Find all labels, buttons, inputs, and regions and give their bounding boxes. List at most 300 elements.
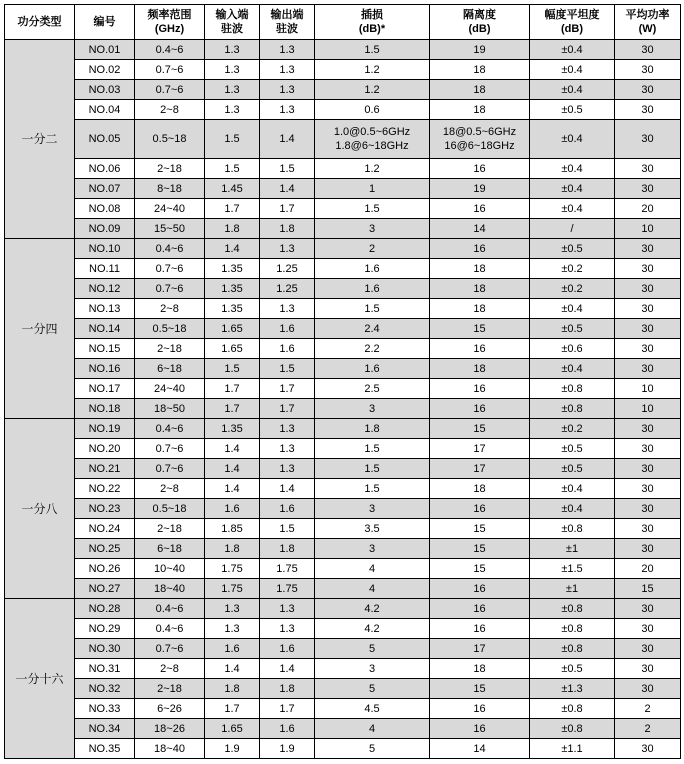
input-vswr-cell: 1.9 (205, 739, 260, 759)
input-vswr-cell: 1.35 (205, 419, 260, 439)
input-vswr-cell: 1.3 (205, 60, 260, 80)
input-vswr-cell: 1.6 (205, 499, 260, 519)
power-cell: 30 (615, 479, 681, 499)
model-cell: NO.14 (75, 319, 135, 339)
table-row (5, 279, 681, 299)
isolation-cell (430, 120, 530, 159)
table-row (5, 319, 681, 339)
input-vswr-cell: 1.8 (205, 219, 260, 239)
input-vswr-cell: 1.4 (205, 439, 260, 459)
power-cell: 30 (615, 419, 681, 439)
input-vswr-cell: 1.3 (205, 80, 260, 100)
flatness-cell: ±0.5 (530, 319, 615, 339)
flatness-cell: ±0.8 (530, 599, 615, 619)
isolation-cell: 19 (430, 179, 530, 199)
isolation-cell: 15 (430, 539, 530, 559)
model-cell: NO.32 (75, 679, 135, 699)
flatness-cell: ±0.4 (530, 499, 615, 519)
input-vswr-cell: 1.8 (205, 539, 260, 559)
isolation-cell: 19 (430, 40, 530, 60)
power-cell: 30 (615, 659, 681, 679)
insertion-loss-cell: 5 (315, 679, 430, 699)
input-vswr-cell: 1.35 (205, 279, 260, 299)
flatness-cell: ±0.5 (530, 459, 615, 479)
insertion-loss-line: 1.8@6~18GHz (335, 140, 409, 152)
isolation-cell: 16 (430, 619, 530, 639)
isolation-cell: 16 (430, 579, 530, 599)
group-type-cell: 一分二 (5, 40, 75, 239)
header-insertion-loss: 插损 (dB)* (315, 5, 430, 40)
frequency-cell: 18~40 (135, 579, 205, 599)
header-isolation: 隔离度 (dB) (430, 5, 530, 40)
flatness-cell: ±0.2 (530, 259, 615, 279)
model-cell: NO.18 (75, 399, 135, 419)
output-vswr-cell: 1.75 (260, 559, 315, 579)
flatness-cell: ±0.8 (530, 719, 615, 739)
isolation-cell: 18 (430, 279, 530, 299)
output-vswr-cell: 1.3 (260, 619, 315, 639)
model-cell: NO.12 (75, 279, 135, 299)
input-vswr-cell: 1.5 (205, 159, 260, 179)
insertion-loss-cell: 1.2 (315, 159, 430, 179)
output-vswr-cell: 1.7 (260, 379, 315, 399)
table-row (5, 559, 681, 579)
isolation-cell: 16 (430, 379, 530, 399)
frequency-cell: 6~26 (135, 699, 205, 719)
input-vswr-cell: 1.4 (205, 459, 260, 479)
power-cell: 20 (615, 199, 681, 219)
input-vswr-cell: 1.35 (205, 259, 260, 279)
frequency-cell: 0.5~18 (135, 120, 205, 159)
flatness-cell: ±0.4 (530, 479, 615, 499)
model-cell: NO.28 (75, 599, 135, 619)
model-cell: NO.09 (75, 219, 135, 239)
model-cell: NO.26 (75, 559, 135, 579)
table-row (5, 379, 681, 399)
isolation-cell: 15 (430, 679, 530, 699)
model-cell: NO.20 (75, 439, 135, 459)
header-row (5, 5, 681, 40)
isolation-cell: 18 (430, 299, 530, 319)
isolation-cell: 15 (430, 419, 530, 439)
insertion-loss-cell: 1.8 (315, 419, 430, 439)
output-vswr-cell: 1.3 (260, 299, 315, 319)
power-cell: 30 (615, 459, 681, 479)
flatness-cell: ±0.2 (530, 279, 615, 299)
isolation-cell: 18 (430, 80, 530, 100)
insertion-loss-cell: 5 (315, 639, 430, 659)
frequency-cell: 2~8 (135, 100, 205, 120)
power-cell: 30 (615, 60, 681, 80)
frequency-cell: 0.4~6 (135, 40, 205, 60)
model-cell: NO.07 (75, 179, 135, 199)
power-cell: 30 (615, 80, 681, 100)
isolation-cell: 18 (430, 359, 530, 379)
table-row (5, 519, 681, 539)
frequency-cell: 2~8 (135, 299, 205, 319)
output-vswr-cell: 1.3 (260, 459, 315, 479)
insertion-loss-cell: 2 (315, 239, 430, 259)
flatness-cell: ±0.8 (530, 619, 615, 639)
input-vswr-cell: 1.3 (205, 40, 260, 60)
power-cell: 30 (615, 359, 681, 379)
isolation-cell: 14 (430, 739, 530, 759)
frequency-cell: 0.7~6 (135, 80, 205, 100)
flatness-cell: ±0.8 (530, 639, 615, 659)
output-vswr-cell: 1.5 (260, 159, 315, 179)
insertion-loss-cell: 1.5 (315, 199, 430, 219)
isolation-cell: 17 (430, 439, 530, 459)
output-vswr-cell: 1.6 (260, 639, 315, 659)
model-cell: NO.17 (75, 379, 135, 399)
insertion-loss-cell: 2.5 (315, 379, 430, 399)
table-row (5, 399, 681, 419)
table-row (5, 299, 681, 319)
flatness-cell: ±0.5 (530, 439, 615, 459)
insertion-loss-cell: 1.6 (315, 359, 430, 379)
isolation-cell: 18 (430, 60, 530, 80)
insertion-loss-cell: 4.2 (315, 619, 430, 639)
power-cell: 30 (615, 179, 681, 199)
group-type-cell: 一分十六 (5, 599, 75, 759)
model-cell: NO.24 (75, 519, 135, 539)
power-cell: 30 (615, 539, 681, 559)
model-cell: NO.29 (75, 619, 135, 639)
isolation-line: 16@6~18GHz (444, 140, 515, 152)
input-vswr-cell: 1.5 (205, 120, 260, 159)
output-vswr-cell: 1.3 (260, 80, 315, 100)
model-cell: NO.33 (75, 699, 135, 719)
flatness-cell: ±0.8 (530, 379, 615, 399)
isolation-cell: 18 (430, 100, 530, 120)
output-vswr-cell: 1.4 (260, 479, 315, 499)
insertion-loss-cell: 2.2 (315, 339, 430, 359)
input-vswr-cell: 1.45 (205, 179, 260, 199)
insertion-loss-cell: 3.5 (315, 519, 430, 539)
table-row (5, 719, 681, 739)
insertion-loss-cell: 4 (315, 579, 430, 599)
power-cell: 30 (615, 619, 681, 639)
isolation-cell: 17 (430, 639, 530, 659)
model-cell: NO.30 (75, 639, 135, 659)
model-cell: NO.13 (75, 299, 135, 319)
input-vswr-cell: 1.85 (205, 519, 260, 539)
flatness-cell: ±0.5 (530, 659, 615, 679)
output-vswr-cell: 1.3 (260, 599, 315, 619)
output-vswr-cell: 1.5 (260, 359, 315, 379)
frequency-cell: 2~8 (135, 479, 205, 499)
input-vswr-cell: 1.7 (205, 379, 260, 399)
power-cell: 20 (615, 559, 681, 579)
header-output-vswr: 输出端 驻波 (260, 5, 315, 40)
input-vswr-cell: 1.75 (205, 559, 260, 579)
flatness-cell: / (530, 219, 615, 239)
power-cell: 2 (615, 719, 681, 739)
output-vswr-cell: 1.4 (260, 659, 315, 679)
power-cell: 30 (615, 599, 681, 619)
flatness-cell: ±0.4 (530, 299, 615, 319)
table-row (5, 419, 681, 439)
frequency-cell: 24~40 (135, 379, 205, 399)
power-cell: 30 (615, 739, 681, 759)
power-cell: 30 (615, 40, 681, 60)
power-cell: 30 (615, 679, 681, 699)
isolation-cell: 15 (430, 519, 530, 539)
frequency-cell: 18~26 (135, 719, 205, 739)
frequency-cell: 0.7~6 (135, 60, 205, 80)
frequency-cell: 2~18 (135, 679, 205, 699)
insertion-loss-cell: 3 (315, 219, 430, 239)
output-vswr-cell: 1.6 (260, 339, 315, 359)
flatness-cell: ±0.6 (530, 339, 615, 359)
output-vswr-cell: 1.5 (260, 519, 315, 539)
insertion-loss-cell (315, 120, 430, 159)
insertion-loss-line: 1.0@0.5~6GHz (333, 126, 411, 138)
table-row (5, 339, 681, 359)
flatness-cell: ±0.8 (530, 399, 615, 419)
model-cell: NO.05 (75, 120, 135, 159)
group-type-cell: 一分四 (5, 239, 75, 419)
output-vswr-cell: 1.7 (260, 699, 315, 719)
table-row (5, 659, 681, 679)
table-row (5, 619, 681, 639)
model-cell: NO.01 (75, 40, 135, 60)
output-vswr-cell: 1.3 (260, 439, 315, 459)
power-cell: 15 (615, 579, 681, 599)
output-vswr-cell: 1.75 (260, 579, 315, 599)
insertion-loss-cell: 1.5 (315, 40, 430, 60)
flatness-cell: ±0.4 (530, 120, 615, 159)
model-cell: NO.31 (75, 659, 135, 679)
flatness-cell: ±0.4 (530, 179, 615, 199)
header-model: 编号 (75, 5, 135, 40)
output-vswr-cell: 1.3 (260, 40, 315, 60)
frequency-cell: 10~40 (135, 559, 205, 579)
insertion-loss-cell: 1.6 (315, 279, 430, 299)
table-row (5, 499, 681, 519)
frequency-cell: 0.7~6 (135, 639, 205, 659)
isolation-cell: 14 (430, 219, 530, 239)
input-vswr-cell: 1.7 (205, 199, 260, 219)
frequency-cell: 2~8 (135, 659, 205, 679)
table-row (5, 679, 681, 699)
isolation-cell: 18 (430, 479, 530, 499)
isolation-cell: 16 (430, 239, 530, 259)
table-row (5, 439, 681, 459)
power-cell: 30 (615, 319, 681, 339)
table-row (5, 639, 681, 659)
power-cell: 30 (615, 279, 681, 299)
model-cell: NO.19 (75, 419, 135, 439)
input-vswr-cell: 1.65 (205, 319, 260, 339)
table-row (5, 359, 681, 379)
isolation-cell: 16 (430, 159, 530, 179)
input-vswr-cell: 1.7 (205, 699, 260, 719)
frequency-cell: 0.5~18 (135, 319, 205, 339)
input-vswr-cell: 1.3 (205, 100, 260, 120)
insertion-loss-cell: 4.2 (315, 599, 430, 619)
flatness-cell: ±1 (530, 579, 615, 599)
frequency-cell: 0.4~6 (135, 419, 205, 439)
header-power: 平均功率 (W) (615, 5, 681, 40)
frequency-cell: 18~50 (135, 399, 205, 419)
frequency-cell: 6~18 (135, 359, 205, 379)
table-body (5, 40, 681, 759)
output-vswr-cell: 1.6 (260, 719, 315, 739)
table-row (5, 699, 681, 719)
model-cell: NO.22 (75, 479, 135, 499)
frequency-cell: 6~18 (135, 539, 205, 559)
table-row (5, 80, 681, 100)
table-row (5, 100, 681, 120)
insertion-loss-cell: 4 (315, 719, 430, 739)
table-row (5, 40, 681, 60)
input-vswr-cell: 1.4 (205, 659, 260, 679)
flatness-cell: ±1.5 (530, 559, 615, 579)
frequency-cell: 0.7~6 (135, 259, 205, 279)
header-type: 功分类型 (5, 5, 75, 40)
table-row (5, 739, 681, 759)
table-row (5, 159, 681, 179)
insertion-loss-cell: 0.6 (315, 100, 430, 120)
frequency-cell: 18~40 (135, 739, 205, 759)
insertion-loss-cell: 1.5 (315, 299, 430, 319)
flatness-cell: ±0.2 (530, 419, 615, 439)
input-vswr-cell: 1.65 (205, 339, 260, 359)
output-vswr-cell: 1.8 (260, 219, 315, 239)
model-cell: NO.04 (75, 100, 135, 120)
insertion-loss-cell: 3 (315, 399, 430, 419)
frequency-cell: 0.4~6 (135, 619, 205, 639)
model-cell: NO.34 (75, 719, 135, 739)
frequency-cell: 0.7~6 (135, 279, 205, 299)
power-cell: 30 (615, 239, 681, 259)
input-vswr-cell: 1.3 (205, 599, 260, 619)
input-vswr-cell: 1.8 (205, 679, 260, 699)
input-vswr-cell: 1.65 (205, 719, 260, 739)
insertion-loss-cell: 5 (315, 739, 430, 759)
isolation-cell: 16 (430, 499, 530, 519)
model-cell: NO.10 (75, 239, 135, 259)
isolation-cell: 15 (430, 319, 530, 339)
isolation-cell: 16 (430, 719, 530, 739)
model-cell: NO.15 (75, 339, 135, 359)
table-row (5, 179, 681, 199)
power-cell: 30 (615, 100, 681, 120)
insertion-loss-cell: 1.5 (315, 439, 430, 459)
model-cell: NO.25 (75, 539, 135, 559)
insertion-loss-cell: 1.5 (315, 459, 430, 479)
power-cell: 30 (615, 519, 681, 539)
isolation-cell: 18 (430, 659, 530, 679)
model-cell: NO.02 (75, 60, 135, 80)
power-cell: 10 (615, 379, 681, 399)
frequency-cell: 2~18 (135, 339, 205, 359)
model-cell: NO.21 (75, 459, 135, 479)
isolation-cell: 16 (430, 199, 530, 219)
table-row (5, 479, 681, 499)
table-row (5, 539, 681, 559)
flatness-cell: ±0.8 (530, 699, 615, 719)
model-cell: NO.35 (75, 739, 135, 759)
model-cell: NO.16 (75, 359, 135, 379)
output-vswr-cell: 1.3 (260, 419, 315, 439)
insertion-loss-cell: 2.4 (315, 319, 430, 339)
table-row (5, 199, 681, 219)
flatness-cell: ±0.4 (530, 359, 615, 379)
spec-table (4, 4, 681, 759)
insertion-loss-cell: 1.6 (315, 259, 430, 279)
output-vswr-cell: 1.7 (260, 399, 315, 419)
table-row (5, 579, 681, 599)
power-cell: 10 (615, 219, 681, 239)
flatness-cell: ±0.8 (530, 519, 615, 539)
input-vswr-cell: 1.75 (205, 579, 260, 599)
flatness-cell: ±1.3 (530, 679, 615, 699)
isolation-cell: 18 (430, 259, 530, 279)
output-vswr-cell: 1.8 (260, 539, 315, 559)
frequency-cell: 24~40 (135, 199, 205, 219)
input-vswr-cell: 1.6 (205, 639, 260, 659)
table-row (5, 60, 681, 80)
frequency-cell: 2~18 (135, 519, 205, 539)
input-vswr-cell: 1.7 (205, 399, 260, 419)
frequency-cell: 2~18 (135, 159, 205, 179)
input-vswr-cell: 1.35 (205, 299, 260, 319)
isolation-cell: 16 (430, 399, 530, 419)
power-cell: 30 (615, 339, 681, 359)
output-vswr-cell: 1.25 (260, 259, 315, 279)
output-vswr-cell: 1.4 (260, 120, 315, 159)
power-cell: 30 (615, 639, 681, 659)
output-vswr-cell: 1.6 (260, 499, 315, 519)
output-vswr-cell: 1.8 (260, 679, 315, 699)
power-cell: 30 (615, 299, 681, 319)
header-flatness: 幅度平坦度 (dB) (530, 5, 615, 40)
isolation-cell: 16 (430, 339, 530, 359)
isolation-cell: 17 (430, 459, 530, 479)
power-cell: 30 (615, 159, 681, 179)
model-cell: NO.27 (75, 579, 135, 599)
insertion-loss-cell: 1.5 (315, 479, 430, 499)
frequency-cell: 8~18 (135, 179, 205, 199)
input-vswr-cell: 1.5 (205, 359, 260, 379)
insertion-loss-cell: 1.2 (315, 80, 430, 100)
power-cell: 30 (615, 499, 681, 519)
table-row (5, 259, 681, 279)
flatness-cell: ±0.4 (530, 159, 615, 179)
insertion-loss-cell: 3 (315, 539, 430, 559)
power-cell: 30 (615, 120, 681, 159)
output-vswr-cell: 1.7 (260, 199, 315, 219)
output-vswr-cell: 1.6 (260, 319, 315, 339)
flatness-cell: ±0.5 (530, 239, 615, 259)
frequency-cell: 15~50 (135, 219, 205, 239)
model-cell: NO.08 (75, 199, 135, 219)
output-vswr-cell: 1.3 (260, 100, 315, 120)
insertion-loss-cell: 1 (315, 179, 430, 199)
model-cell: NO.11 (75, 259, 135, 279)
insertion-loss-cell: 4.5 (315, 699, 430, 719)
flatness-cell: ±1.1 (530, 739, 615, 759)
insertion-loss-cell: 1.2 (315, 60, 430, 80)
header-frequency: 频率范围 (GHz) (135, 5, 205, 40)
table-row (5, 219, 681, 239)
flatness-cell: ±0.5 (530, 100, 615, 120)
flatness-cell: ±0.4 (530, 199, 615, 219)
insertion-loss-cell: 3 (315, 659, 430, 679)
output-vswr-cell: 1.9 (260, 739, 315, 759)
